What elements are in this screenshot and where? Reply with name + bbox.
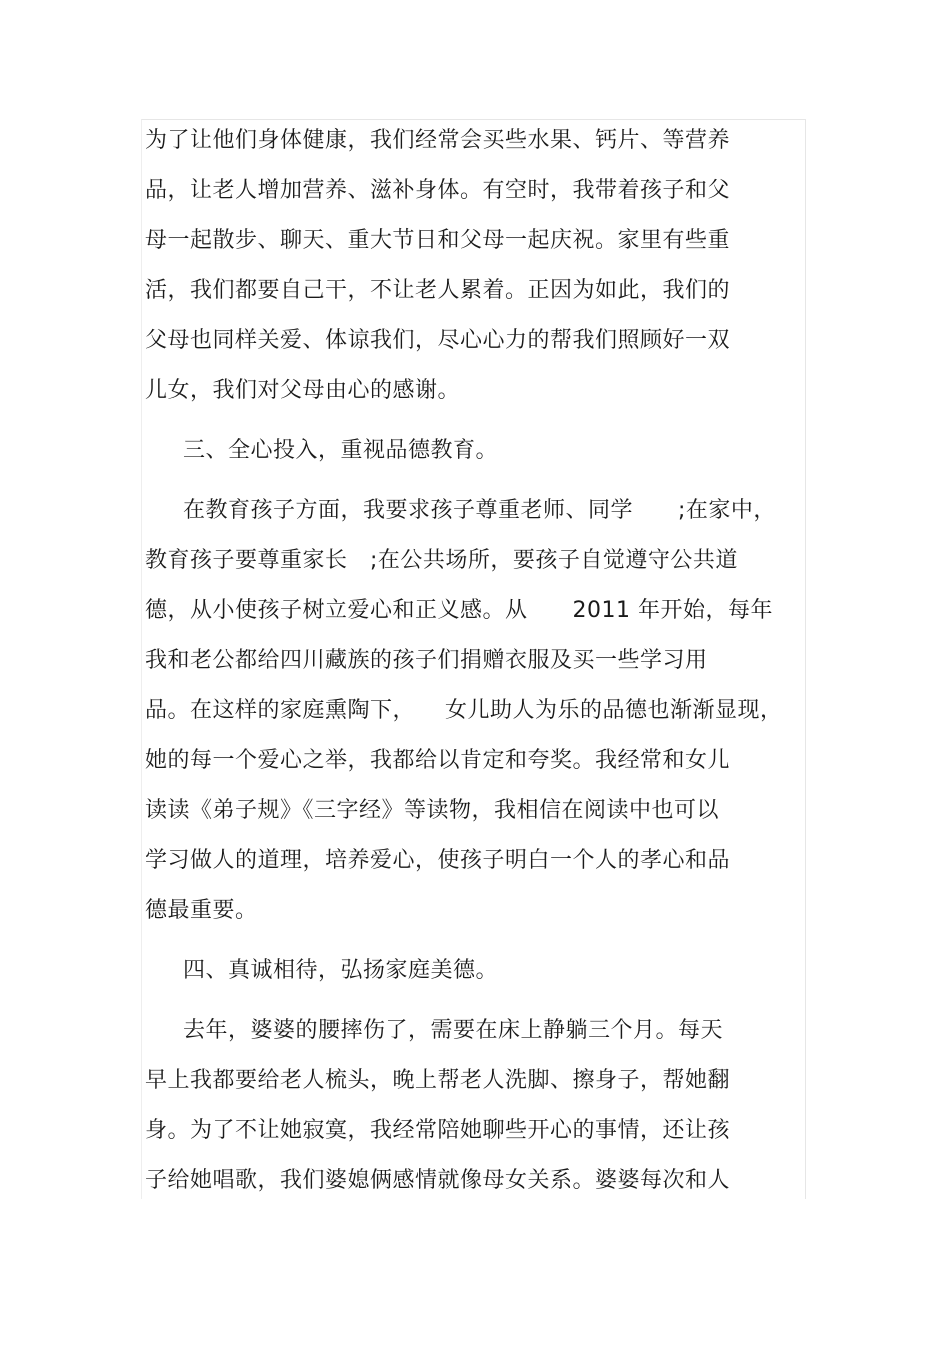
paragraph-line: 父母也同样关爱、体谅我们，尽心心力的帮我们照顾好一双 (145, 328, 731, 353)
paragraph-line: 身。为了不让她寂寞，我经常陪她聊些开心的事情，还让孩 (145, 1118, 731, 1143)
paragraph-line: 母一起散步、聊天、重大节日和父母一起庆祝。家里有些重 (145, 228, 731, 253)
paragraph-line: 教育孩子要尊重家长 ;在公共场所，要孩子自觉遵守公共道 (145, 548, 738, 573)
paragraph-line: 早上我都要给老人梳头，晚上帮老人洗脚、擦身子，帮她翻 (145, 1068, 731, 1093)
paragraph-line: 在教育孩子方面，我要求孩子尊重老师、同学 ;在家中， (183, 498, 776, 523)
paragraph-line: 我和老公都给四川藏族的孩子们捐赠衣服及买一些学习用 (145, 648, 708, 673)
paragraph-line: 品。在这样的家庭熏陶下， 女儿助人为乐的品德也渐渐显现， (145, 698, 783, 723)
paragraph-line: 为了让他们身体健康，我们经常会买些水果、钙片、等营养 (145, 128, 731, 153)
paragraph-line: 学习做人的道理，培养爱心，使孩子明白一个人的孝心和品 (145, 848, 731, 873)
section-heading: 三、全心投入，重视品德教育。 (183, 438, 499, 463)
paragraph-line: 德，从小使孩子树立爱心和正义感。从 2011 年开始，每年 (145, 598, 773, 623)
paragraph-line: 她的每一个爱心之举，我都给以肯定和夸奖。我经常和女儿 (145, 748, 731, 773)
paragraph-line: 德最重要。 (145, 898, 258, 923)
paragraph-line: 子给她唱歌，我们婆媳俩感情就像母女关系。婆婆每次和人 (145, 1168, 731, 1193)
paragraph-line: 品，让老人增加营养、滋补身体。有空时，我带着孩子和父 (145, 178, 731, 203)
paragraph-line: 儿女，我们对父母由心的感谢。 (145, 378, 461, 403)
paragraph-line: 活，我们都要自己干，不让老人累着。正因为如此，我们的 (145, 278, 731, 303)
paragraph-line: 去年，婆婆的腰摔伤了，需要在床上静躺三个月。每天 (183, 1018, 724, 1043)
section-heading: 四、真诚相待，弘扬家庭美德。 (183, 958, 499, 983)
paragraph-line: 读读《弟子规》《三字经》等读物，我相信在阅读中也可以 (145, 798, 720, 823)
